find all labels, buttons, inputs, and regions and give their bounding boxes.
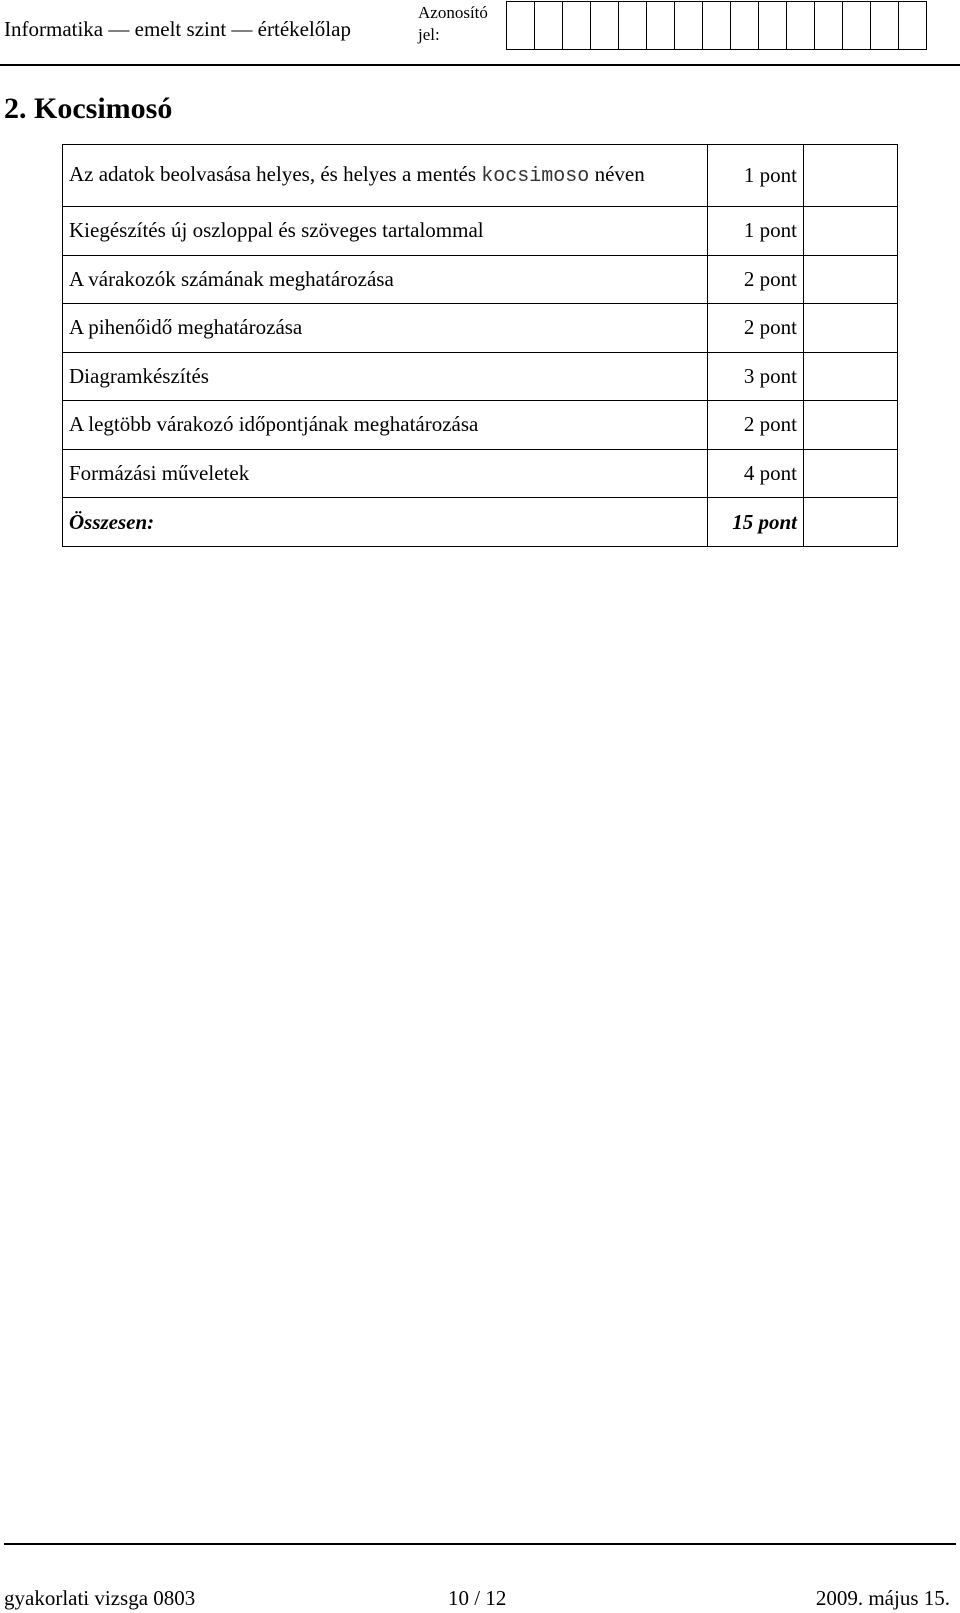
id-box <box>898 1 927 50</box>
score-cell <box>804 255 898 304</box>
score-cell <box>804 352 898 401</box>
row-points: 1 pont <box>708 207 804 256</box>
id-box <box>646 1 675 50</box>
table-row <box>63 207 898 256</box>
score-table <box>62 144 898 547</box>
row-points: 2 pont <box>708 401 804 450</box>
footer-exam-code: gyakorlati vizsga 0803 <box>4 1586 196 1610</box>
table-row <box>63 352 898 401</box>
id-box <box>730 1 759 50</box>
row-description: A pihenőidő meghatározása <box>63 304 708 353</box>
score-cell <box>804 449 898 498</box>
table-row <box>63 304 898 353</box>
id-box <box>870 1 899 50</box>
id-box <box>758 1 787 50</box>
footer-date: 2009. május 15. <box>815 1586 950 1610</box>
total-row <box>63 498 898 547</box>
row-description: Kiegészítés új oszloppal és szöveges tartalommal <box>63 207 708 256</box>
id-box <box>702 1 731 50</box>
table-row <box>63 255 898 304</box>
id-box <box>562 1 591 50</box>
id-label-line2: jel: <box>418 25 440 44</box>
table-row <box>63 145 898 207</box>
section-title: 2. Kocsimosó <box>4 92 173 125</box>
id-label <box>418 2 498 46</box>
id-box <box>674 1 703 50</box>
total-label: Összesen: <box>63 498 708 547</box>
id-boxes <box>506 1 927 50</box>
table-row <box>63 449 898 498</box>
row-description: Diagramkészítés <box>63 352 708 401</box>
id-box <box>786 1 815 50</box>
row-description: Az adatok beolvasása helyes, és helyes a mentés kocsimoso néven <box>63 145 708 207</box>
score-cell <box>804 304 898 353</box>
id-box <box>590 1 619 50</box>
row-points: 3 pont <box>708 352 804 401</box>
table-row <box>63 401 898 450</box>
score-cell <box>804 145 898 207</box>
header-title: Informatika — emelt szint — értékelőlap <box>4 17 351 41</box>
file-name-code: kocsimoso <box>481 165 590 188</box>
row-points: 1 pont <box>708 145 804 207</box>
row-points: 2 pont <box>708 255 804 304</box>
row-description: A várakozók számának meghatározása <box>63 255 708 304</box>
id-box <box>618 1 647 50</box>
id-box <box>842 1 871 50</box>
total-points: 15 pont <box>708 498 804 547</box>
footer-divider <box>4 1543 956 1545</box>
row-description: A legtöbb várakozó időpontjának meghatározása <box>63 401 708 450</box>
footer-page-number: 10 / 12 <box>448 1586 507 1610</box>
row-points: 2 pont <box>708 304 804 353</box>
score-cell <box>804 401 898 450</box>
id-box <box>814 1 843 50</box>
row-description: Formázási műveletek <box>63 449 708 498</box>
id-box <box>534 1 563 50</box>
id-label-line1: Azonosító <box>418 3 488 22</box>
score-cell <box>804 207 898 256</box>
page-header <box>0 0 960 66</box>
total-score-cell <box>804 498 898 547</box>
row-points: 4 pont <box>708 449 804 498</box>
id-box <box>506 1 535 50</box>
